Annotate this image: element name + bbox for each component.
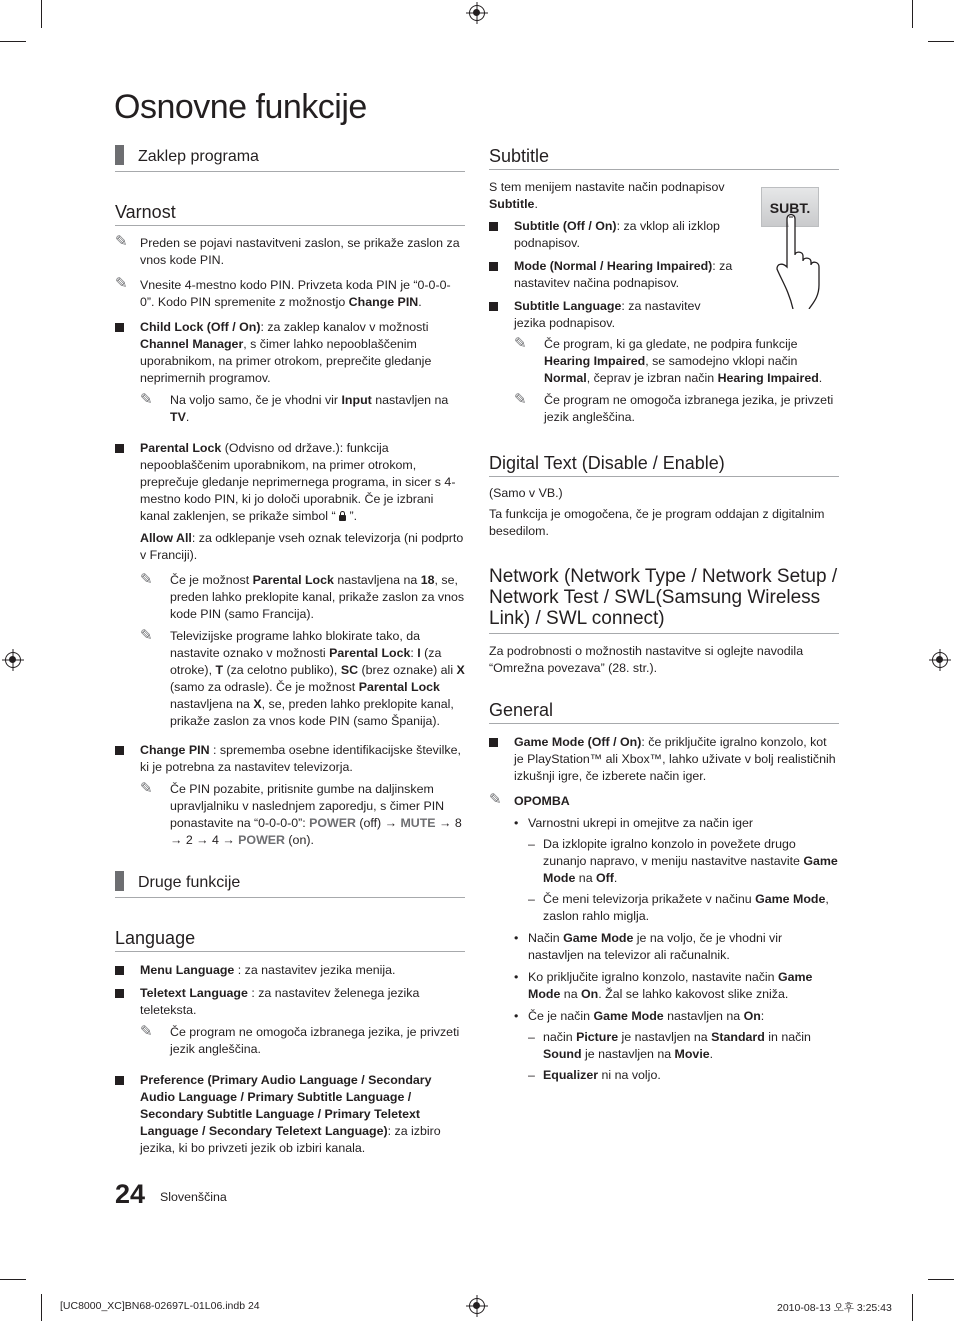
note-item: ✎ Če je možnost Parental Lock nastavljena na 18, se, preden lahko preklopite kanal, prikaže zaslon za vnos kode PIN (samo Francija). [140, 570, 465, 621]
heading-language: Language [115, 928, 465, 952]
pencil-note-icon: ✎ [514, 390, 527, 408]
opomba-heading: ✎ OPOMBA [489, 791, 570, 808]
bullet-square [115, 444, 124, 453]
opomba-list [489, 815, 839, 1084]
bullet-square [115, 746, 124, 755]
list-item: – Equalizer ni na voljo. [528, 1067, 839, 1084]
general-content [489, 734, 839, 1084]
pencil-note-icon: ✎ [140, 1022, 153, 1040]
note-item: ✎ Vnesite 4-mestno kodo PIN. Privzeta koda PIN je “0-0-0-0”. Kodo PIN spremenite z možnostjo Change PIN. [115, 275, 451, 309]
crop-mark [0, 1279, 26, 1280]
list-item-subtitle-language: Subtitle Language: za nastavitev jezika podnapisov. [489, 298, 724, 332]
bullet-square [489, 738, 498, 747]
list-item-subtitle-mode: Mode (Normal / Hearing Impaired): za nastavitev načina podnapisov. [489, 258, 744, 292]
crop-mark [928, 41, 954, 42]
section-heading-druge: Druge funkcije [115, 871, 465, 898]
list-item: – Da izklopite igralno konzolo in povežete drugo zunanjo napravo, v meniju nastavitve nastavite Game Mode na Off. [528, 836, 839, 887]
list-item: • Če je način Game Mode nastavljen na On: – način Picture je nastavljen na Standard in način Sound je nastavljen na Movie. – Equalizer ni na voljo. [514, 1008, 839, 1084]
heading-general: General [489, 700, 839, 724]
pencil-note-icon: ✎ [140, 570, 153, 588]
crop-mark [928, 1279, 954, 1280]
subtitle-content [489, 179, 839, 426]
registration-mark-icon [932, 652, 948, 668]
hand-press-icon [773, 205, 839, 309]
pencil-note-icon: ✎ [140, 390, 153, 408]
allow-all-text: Allow All: za odklepanje vseh oznak televizorja (ni podprto v Franciji). [140, 531, 464, 562]
pencil-note-icon: ✎ [115, 275, 128, 292]
heading-digital-text: Digital Text (Disable / Enable) [489, 453, 839, 477]
pencil-note-icon: ✎ [140, 626, 153, 644]
section-bar [115, 145, 124, 165]
list-item-game-mode: Game Mode (Off / On): če priključite igralno konzolo, kot je PlayStation™ ali Xbox™, lahko uživate v bolj realističnih izkušnji igre, če izberete način iger. [489, 734, 839, 785]
page-language: Slovenščina [160, 1190, 227, 1204]
bullet-square [489, 302, 498, 311]
pencil-note-icon: ✎ [489, 791, 502, 808]
subt-remote-button: SUBT. [761, 187, 819, 227]
bullet-square [115, 1076, 124, 1085]
crop-mark [912, 0, 913, 28]
footer-date: 2010-08-13 오후 3:25:43 [777, 1302, 892, 1314]
crop-mark [912, 1294, 913, 1321]
registration-mark-icon [469, 5, 485, 21]
list-item: • Način Game Mode je na voljo, če je vhodni vir nastavljen na televizor ali računalnik. [514, 930, 839, 964]
subtitle-intro: S tem menijem nastavite način podnapisov Subtitle. [489, 180, 725, 211]
right-column [489, 146, 839, 1084]
crop-mark [41, 1294, 42, 1321]
bullet-square [115, 966, 124, 975]
footer-file: [UC8000_XC]BN68-02697L-01L06.indb 24 [60, 1300, 260, 1312]
list-item-change-pin: Change PIN : sprememba osebne identifikacijske številke, ki je potrebna za nastavitev televizorja. ✎ Če PIN pozabite, pritisnite gumbe na daljinskem upravljalniku v naslednjem zaporedju, s čimer PIN ponastavite na “0-0-0-0”: POWER (off) → MUTE → 8 → 2 → 4 → POWER (on). [115, 742, 465, 849]
list-item: • Ko priključite igralno konzolo, nastavite način Game Mode na On. Žal se lahko kakovost slike zniža. [514, 969, 839, 1003]
note-item: ✎ Če program, ki ga gledate, ne podpira funkcije Hearing Impaired, se samodejno vklopi način Normal, čeprav je izbran način Hearing Impaired. [514, 334, 823, 385]
list-item: – Če meni televizorja prikažete v načinu Game Mode, zaslon rahlo miglja. [528, 891, 839, 925]
section-bar [115, 871, 124, 891]
bullet-square [115, 323, 124, 332]
section-heading-zaklep: Zaklep programa [115, 145, 465, 172]
list-item-parental-lock: Parental Lock (Odvisno od države.): funkcija nepooblaščenim uporabnikom, na primer otrokom, preprečuje gledanje neprimernega programa, in sicer s 4-mestno kodo PIN, ki jo določi uporabnik. Če je izbrani kanal zaklenjen, se prikaže simbol “ ”. Allow All: za odklepanje vseh oznak televizorja (ni podprto v Franciji). ✎ Če je možnost Parental Lock nastavljena na 18, se, preden lahko preklopite kanal, prikaže zaslon za vnos kode PIN (samo Francija). ✎ Televizijske programe lahko blokirate tako, da nastavite oznako v možnosti Parental Lock: I (za otroke), T (za celotno publiko), SC (brez oznake) ali X (samo za odrasle). Če je možnost Parental Lock nastavljena na X, se, preden lahko preklopite kanal, prikaže zaslon za vnos kode PIN (samo Španija). [115, 440, 465, 730]
list-item-preference: Preference (Primary Audio Language / Secondary Audio Language / Primary Subtitle Language / Secondary Subtitle Language / Primary Teletext Language / Secondary Teletext Language): za izbiro jezika, ki bo privzeti jezik ob izbiri kanala. [115, 1072, 465, 1157]
crop-mark [41, 0, 42, 28]
bullet-square [115, 989, 124, 998]
note-item: ✎ Če program ne omogoča izbranega jezika, je privzeti jezik angleščina. [140, 1022, 460, 1056]
list-item-menu-language: Menu Language : za nastavitev jezika menija. [115, 962, 465, 979]
bullet-square [489, 222, 498, 231]
bullet-square [489, 262, 498, 271]
list-item-child-lock: Child Lock (Off / On): za zaklep kanalov v možnosti Channel Manager, s čimer lahko nepooblaščenim uporabnikom, na primer otrokom, preprečite gledanje neprimernih programov. ✎ Na voljo samo, če je vhodni vir Input nastavljen na TV. [115, 319, 465, 426]
note-item: ✎ Če PIN pozabite, pritisnite gumbe na daljinskem upravljalniku v naslednjem zaporedju, s čimer PIN ponastavite na “0-0-0-0”: POWER (off) → MUTE → 8 → 2 → 4 → POWER (on). [140, 779, 462, 847]
list-item-subtitle-onoff: Subtitle (Off / On): za vklop ali izklop podnapisov. [489, 218, 744, 252]
note-item: ✎ Na voljo samo, če je vhodni vir Input nastavljen na TV. [140, 390, 449, 424]
crop-mark [0, 41, 26, 42]
list-item: • Varnostni ukrepi in omejitve za način iger – Da izklopite igralno konzolo in povežete drugo zunanjo napravo, v meniju nastavitve nastavite Game Mode na Off. – Če meni televizorja prikažete v načinu Game Mode, zaslon rahlo miglja. [514, 815, 839, 925]
list-item-teletext-language: Teletext Language : za nastavitev želenega jezika teleteksta. ✎ Če program ne omogoča izbranega jezika, je privzeti jezik angleščina. [115, 985, 465, 1058]
pencil-note-icon: ✎ [514, 334, 527, 352]
pencil-note-icon: ✎ [140, 779, 153, 797]
heading-varnost: Varnost [115, 202, 465, 226]
lock-icon [339, 515, 346, 521]
list-item: – način Picture je nastavljen na Standard in način Sound je nastavljen na Movie. [528, 1029, 839, 1063]
registration-mark-icon [5, 652, 21, 668]
heading-subtitle: Subtitle [489, 146, 839, 170]
note-item: ✎ Televizijske programe lahko blokirate tako, da nastavite oznako v možnosti Parental Lock: I (za otroke), T (za celotno publiko), SC (brez oznake) ali X (samo za odrasle). Če je možnost Parental Lock nastavljena na X, se, preden lahko preklopite kanal, prikaže zaslon za vnos kode PIN (samo Španija). [140, 626, 465, 728]
varnost-content [115, 235, 465, 849]
left-column [115, 145, 465, 1157]
language-content [115, 962, 465, 1157]
pencil-note-icon: ✎ [115, 233, 128, 250]
registration-mark-icon [469, 1298, 485, 1314]
note-item: ✎ Če program ne omogoča izbranega jezika, je privzeti jezik angleščina. [514, 390, 834, 424]
digital-content: (Samo v VB.) Ta funkcija je omogočena, če je program oddajan z digitalnim besedilom. [489, 486, 825, 538]
network-content: Za podrobnosti o možnostih nastavitve si oglejte navodila “Omrežna povezava” (28. str.). [489, 644, 804, 675]
heading-network: Network (Network Type / Network Setup / Network Test / SWL(Samsung Wireless Link) / SWL connect) [489, 566, 839, 634]
page-title: Osnovne funkcije [114, 88, 367, 126]
note-item: ✎ Preden se pojavi nastavitveni zaslon, se prikaže zaslon za vnos kode PIN. [115, 233, 460, 267]
page-number: 24 [115, 1179, 146, 1209]
